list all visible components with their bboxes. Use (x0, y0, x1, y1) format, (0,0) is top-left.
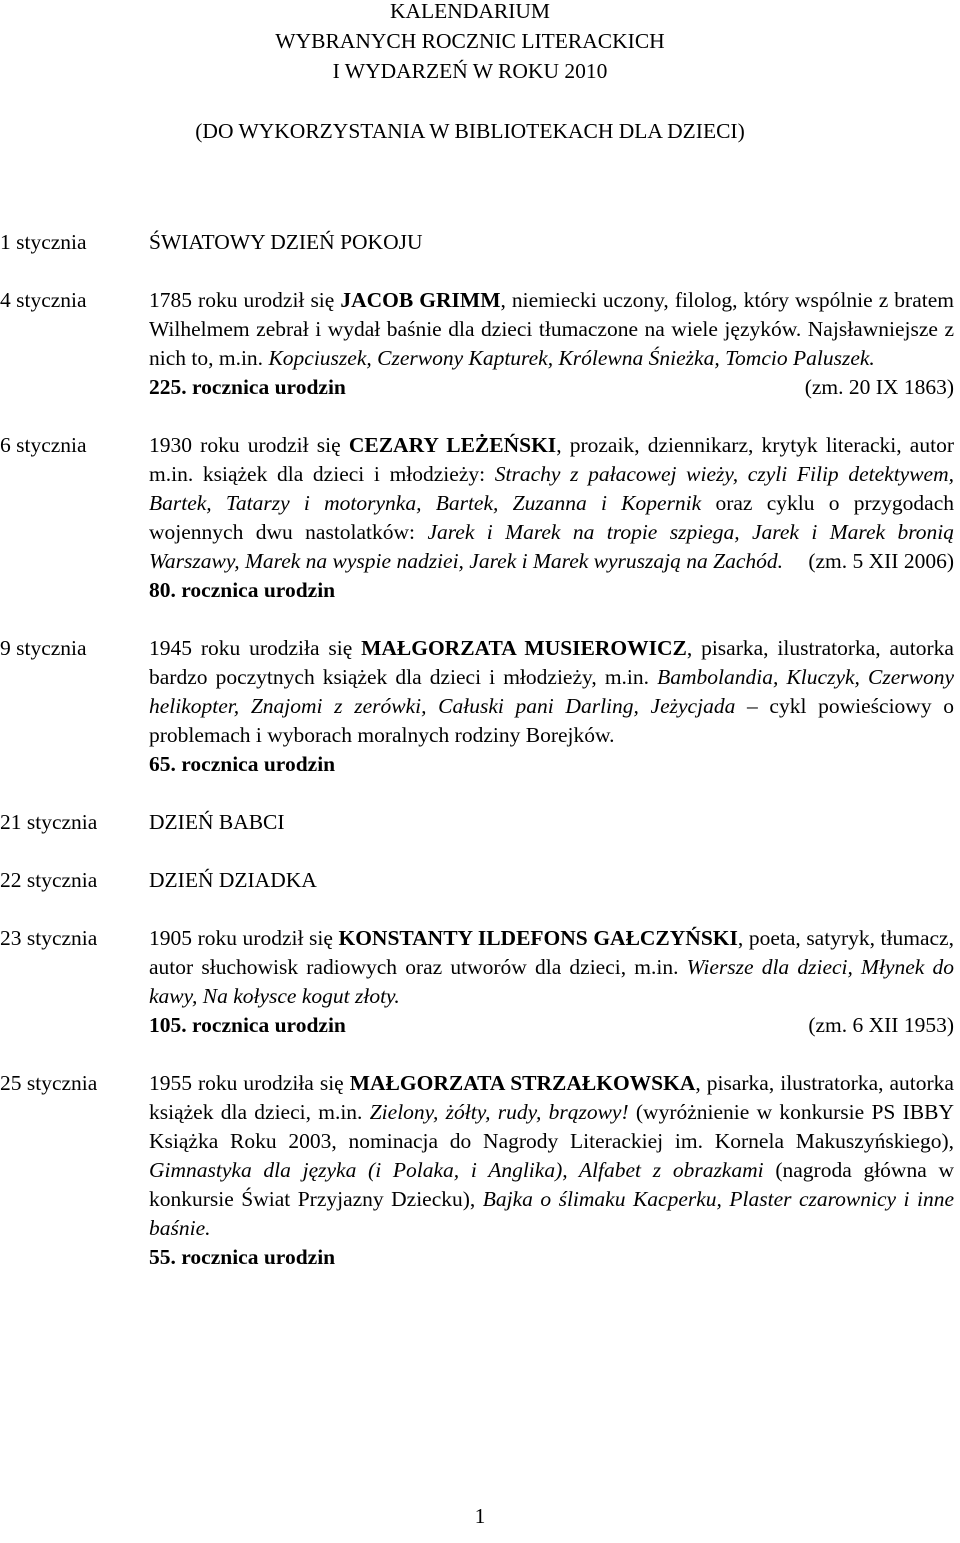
entry-text: , prozaik, dziennikarz, krytyk literacki, autor m.in. książek dla dzieci i młodzieży: (149, 433, 954, 486)
entry-text: , poeta, satyryk, tłumacz, autor słuchowisk radiowych oraz utworów dla dzieci, m.in. (149, 926, 954, 979)
works-list: Bambolandia, Kluczyk, Czerwony helikopter, Znajomi z zerówki, Całuski pani Darling, Jeżycjada (149, 665, 954, 718)
author-name: JACOB GRIMM (340, 288, 501, 312)
entry-date: 22 stycznia (0, 868, 98, 892)
death-date: (zm. 6 XII 1953) (808, 1013, 954, 1037)
entry-body (149, 431, 954, 605)
title-line-3: I WYDARZEŃ W ROKU 2010 (332, 59, 608, 83)
entry-text: (nagroda główna w konkursie Świat Przyjazny Dziecku), (149, 1158, 954, 1211)
title-line-2: WYBRANYCH ROCZNIC LITERACKICH (275, 29, 665, 53)
anniversary: 55. rocznica urodzin (149, 1245, 336, 1269)
anniversary: 80. rocznica urodzin (149, 578, 336, 602)
works-list: Jarek i Marek na tropie szpiega, Jarek i Marek bronią Warszawy, Marek na wyspie nadziei, Jarek i Marek wyruszają na Zachód. (149, 520, 954, 573)
entry-date: 6 stycznia (0, 433, 87, 457)
event-title: ŚWIATOWY DZIEŃ POKOJU (149, 230, 423, 254)
entry-date: 21 stycznia (0, 810, 98, 834)
entry-text: oraz cyklu o przygodach wojennych dwu nastolatków: (149, 491, 954, 544)
calendar-entry (0, 286, 960, 402)
entry-text: 1945 roku urodziła się (149, 636, 362, 660)
works-list: Kopciuszek, Czerwony Kapturek, Królewna Śnieżka, Tomcio Paluszek. (268, 346, 875, 370)
entry-text: 1955 roku urodziła się (149, 1071, 350, 1095)
event-title: DZIEŃ BABCI (149, 810, 285, 834)
calendar-entry (0, 228, 960, 257)
entry-body (149, 866, 954, 895)
entry-text: , niemiecki uczony, filolog, który wspólnie z bratem Wilhelmem zebrał i wydał baśnie dla dzieci tłumaczone na wiele języków. Najsławniejsze z nich to, m.in. (149, 288, 954, 370)
author-name: CEZARY LEŻEŃSKI (348, 433, 557, 457)
works-list: Gimnastyka dla języka (i Polaka, i Anglika), Alfabet z obrazkami (149, 1158, 764, 1182)
entry-text: (wyróżnienie w konkursie PS IBBY Książka Roku 2003, nominacja do Nagrody Literackiej im. Kornela Makuszyńskiego), (149, 1100, 954, 1153)
works-list: Wiersze dla dzieci, Młynek do kawy, Na kołysce kogut złoty. (149, 955, 954, 1008)
entry-body (149, 1069, 954, 1272)
entry-text: 1930 roku urodził się (149, 433, 349, 457)
calendar-entries (0, 228, 960, 1301)
entry-date: 4 stycznia (0, 288, 87, 312)
entry-body (149, 634, 954, 779)
works-list: Bajka o ślimaku Kacperku, Plaster czarownicy i inne baśnie. (149, 1187, 954, 1240)
calendar-entry (0, 808, 960, 837)
entry-date: 1 stycznia (0, 230, 87, 254)
death-date: (zm. 5 XII 2006) (808, 549, 954, 573)
entry-date: 25 stycznia (0, 1071, 98, 1095)
calendar-entry (0, 1069, 960, 1272)
entry-body (149, 924, 954, 1040)
document-title (150, 0, 790, 146)
entry-body (149, 228, 954, 257)
title-line-1: KALENDARIUM (389, 0, 551, 23)
entry-text: , pisarka, ilustratorka, autorka bardzo poczytnych książek dla dzieci i młodzieży, m.in. (149, 636, 954, 689)
entry-body (149, 286, 954, 402)
entry-text: – cykl powieściowy o problemach i wyborach moralnych rodziny Borejków. (149, 694, 954, 747)
calendar-entry (0, 634, 960, 779)
anniversary: 225. rocznica urodzin (149, 375, 346, 399)
entry-date: 23 stycznia (0, 926, 98, 950)
entry-body (149, 808, 954, 837)
death-date: (zm. 20 IX 1863) (804, 375, 954, 399)
subtitle: (DO WYKORZYSTANIA W BIBLIOTEKACH DLA DZIECI) (195, 119, 745, 143)
event-title: DZIEŃ DZIADKA (149, 868, 317, 892)
works-list: Strachy z pałacowej wieży, czyli Filip detektywem, Bartek, Tatarzy i motorynka, Bartek, Zuzanna i Kopernik (149, 462, 954, 515)
entry-text: , pisarka, ilustratorka, autorka książek dla dzieci, m.in. (149, 1071, 954, 1124)
author-name: MAŁGORZATA STRZAŁKOWSKA (349, 1071, 696, 1095)
works-list: Zielony, żółty, rudy, brązowy! (369, 1100, 629, 1124)
calendar-entry (0, 924, 960, 1040)
anniversary: 65. rocznica urodzin (149, 752, 336, 776)
page-number: 1 (474, 1504, 486, 1528)
anniversary: 105. rocznica urodzin (149, 1013, 346, 1037)
author-name: MAŁGORZATA MUSIEROWICZ (361, 636, 687, 660)
calendar-entry (0, 431, 960, 605)
entry-text: 1785 roku urodził się (149, 288, 341, 312)
entry-date: 9 stycznia (0, 636, 87, 660)
entry-text: 1905 roku urodził się (149, 926, 339, 950)
calendar-entry (0, 866, 960, 895)
author-name: KONSTANTY ILDEFONS GAŁCZYŃSKI (338, 926, 738, 950)
